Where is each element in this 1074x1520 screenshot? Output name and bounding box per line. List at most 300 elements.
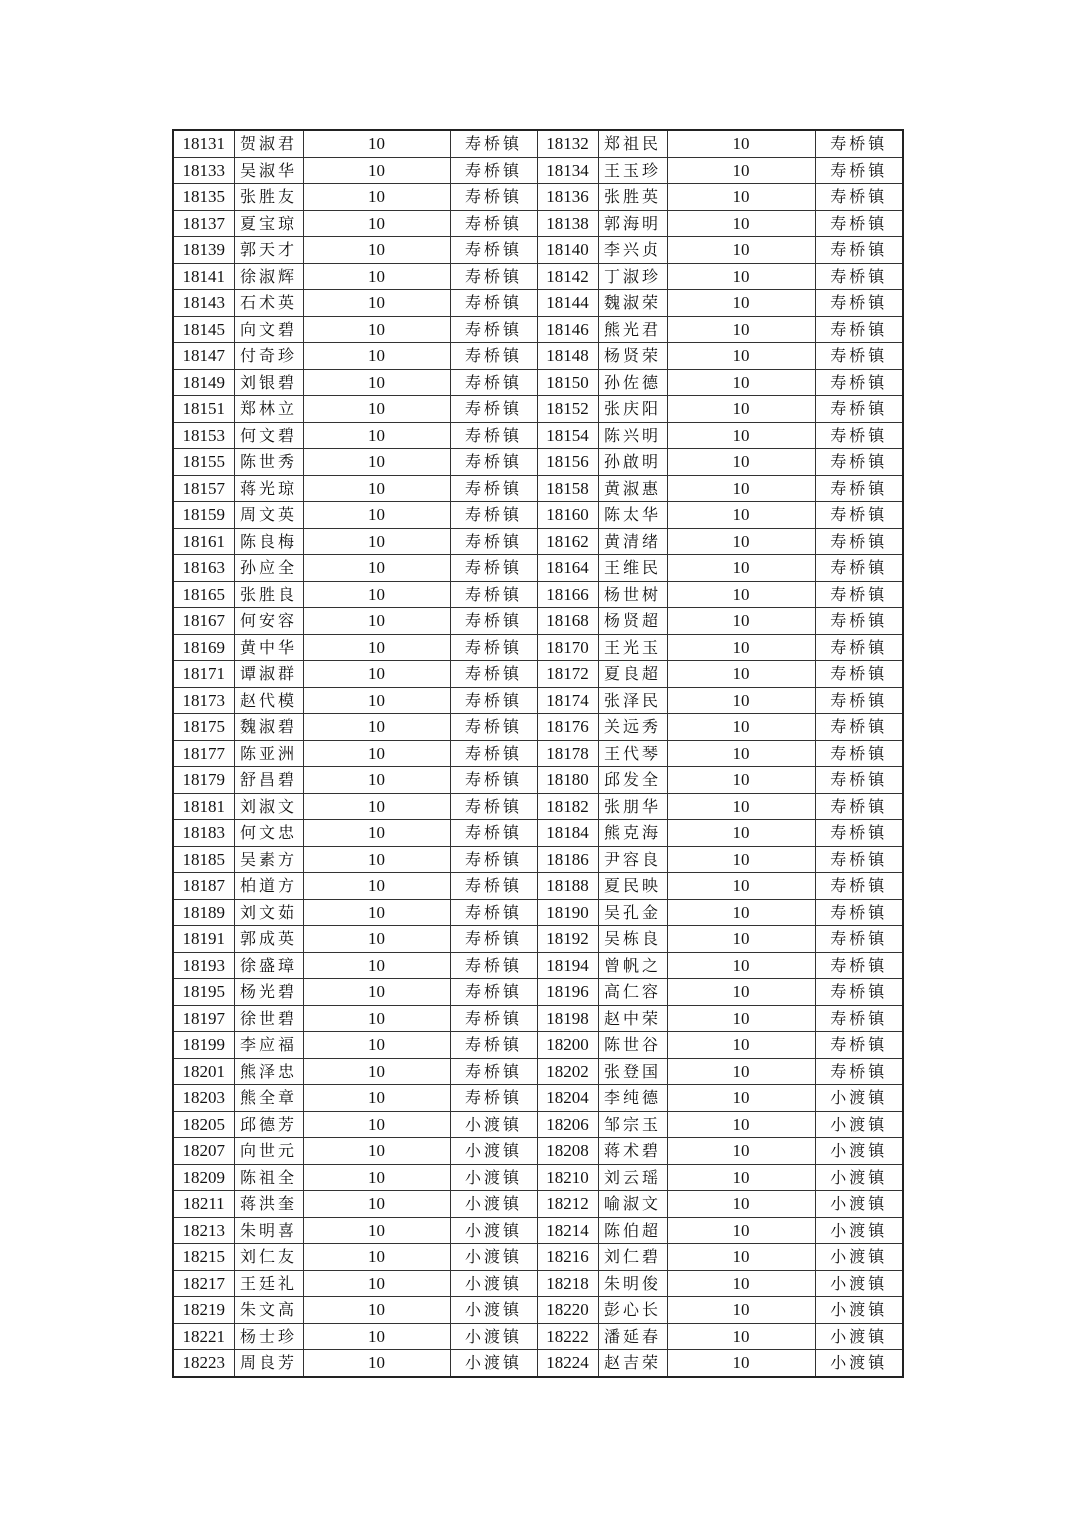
amount: 10 <box>303 634 450 661</box>
person-name: 张泽民 <box>598 687 667 714</box>
person-name: 朱明喜 <box>234 1217 303 1244</box>
town-name: 寿桥镇 <box>450 581 537 608</box>
amount: 10 <box>303 1164 450 1191</box>
person-name: 杨贤超 <box>598 608 667 635</box>
record-number: 18204 <box>537 1085 598 1112</box>
town-name: 寿桥镇 <box>450 528 537 555</box>
town-name: 小渡镇 <box>815 1164 903 1191</box>
record-number: 18163 <box>173 555 234 582</box>
amount: 10 <box>303 502 450 529</box>
table-row <box>173 820 903 847</box>
person-name: 周良芳 <box>234 1350 303 1377</box>
town-name: 寿桥镇 <box>815 952 903 979</box>
person-name: 徐盛璋 <box>234 952 303 979</box>
amount: 10 <box>667 1138 815 1165</box>
amount: 10 <box>667 210 815 237</box>
record-number: 18167 <box>173 608 234 635</box>
amount: 10 <box>667 130 815 157</box>
person-name: 李应福 <box>234 1032 303 1059</box>
record-number: 18216 <box>537 1244 598 1271</box>
amount: 10 <box>303 1191 450 1218</box>
amount: 10 <box>303 555 450 582</box>
person-name: 喻淑文 <box>598 1191 667 1218</box>
person-name: 蒋光琼 <box>234 475 303 502</box>
town-name: 寿桥镇 <box>450 1032 537 1059</box>
person-name: 熊克海 <box>598 820 667 847</box>
person-name: 郭海明 <box>598 210 667 237</box>
record-number: 18221 <box>173 1323 234 1350</box>
person-name: 赵吉荣 <box>598 1350 667 1377</box>
town-name: 寿桥镇 <box>815 767 903 794</box>
record-number: 18157 <box>173 475 234 502</box>
town-name: 寿桥镇 <box>450 343 537 370</box>
table-row <box>173 1085 903 1112</box>
table-row <box>173 1032 903 1059</box>
record-number: 18166 <box>537 581 598 608</box>
record-number: 18191 <box>173 926 234 953</box>
record-number: 18185 <box>173 846 234 873</box>
record-number: 18133 <box>173 157 234 184</box>
record-number: 18152 <box>537 396 598 423</box>
amount: 10 <box>303 1111 450 1138</box>
table-row <box>173 1323 903 1350</box>
town-name: 寿桥镇 <box>815 846 903 873</box>
person-name: 孙啟明 <box>598 449 667 476</box>
amount: 10 <box>667 634 815 661</box>
record-number: 18194 <box>537 952 598 979</box>
amount: 10 <box>667 1111 815 1138</box>
town-name: 寿桥镇 <box>450 263 537 290</box>
town-name: 小渡镇 <box>450 1350 537 1377</box>
table-row <box>173 396 903 423</box>
record-number: 18192 <box>537 926 598 953</box>
table-row <box>173 714 903 741</box>
person-name: 王玉珍 <box>598 157 667 184</box>
town-name: 寿桥镇 <box>450 157 537 184</box>
town-name: 小渡镇 <box>450 1191 537 1218</box>
record-number: 18219 <box>173 1297 234 1324</box>
amount: 10 <box>303 1138 450 1165</box>
table-row <box>173 767 903 794</box>
amount: 10 <box>667 449 815 476</box>
record-number: 18164 <box>537 555 598 582</box>
person-name: 何文碧 <box>234 422 303 449</box>
person-name: 郭成英 <box>234 926 303 953</box>
record-number: 18199 <box>173 1032 234 1059</box>
amount: 10 <box>667 343 815 370</box>
town-name: 寿桥镇 <box>450 210 537 237</box>
town-name: 寿桥镇 <box>815 714 903 741</box>
record-number: 18172 <box>537 661 598 688</box>
amount: 10 <box>667 555 815 582</box>
town-name: 寿桥镇 <box>450 130 537 157</box>
person-name: 刘云瑶 <box>598 1164 667 1191</box>
town-name: 寿桥镇 <box>450 740 537 767</box>
person-name: 潘延春 <box>598 1323 667 1350</box>
amount: 10 <box>303 316 450 343</box>
table-row <box>173 899 903 926</box>
record-number: 18174 <box>537 687 598 714</box>
town-name: 寿桥镇 <box>815 237 903 264</box>
person-name: 刘文茹 <box>234 899 303 926</box>
table-row <box>173 687 903 714</box>
amount: 10 <box>667 316 815 343</box>
amount: 10 <box>303 661 450 688</box>
record-number: 18145 <box>173 316 234 343</box>
town-name: 寿桥镇 <box>815 290 903 317</box>
record-number: 18171 <box>173 661 234 688</box>
table-row <box>173 740 903 767</box>
person-name: 陈世秀 <box>234 449 303 476</box>
record-number: 18190 <box>537 899 598 926</box>
town-name: 寿桥镇 <box>815 210 903 237</box>
amount: 10 <box>667 846 815 873</box>
record-number: 18184 <box>537 820 598 847</box>
record-number: 18179 <box>173 767 234 794</box>
amount: 10 <box>303 581 450 608</box>
amount: 10 <box>303 873 450 900</box>
person-name: 朱明俊 <box>598 1270 667 1297</box>
amount: 10 <box>667 1350 815 1377</box>
record-number: 18210 <box>537 1164 598 1191</box>
record-number: 18224 <box>537 1350 598 1377</box>
record-number: 18193 <box>173 952 234 979</box>
record-number: 18222 <box>537 1323 598 1350</box>
person-name: 陈祖全 <box>234 1164 303 1191</box>
amount: 10 <box>667 952 815 979</box>
person-name: 蒋洪奎 <box>234 1191 303 1218</box>
table-row <box>173 237 903 264</box>
record-number: 18198 <box>537 1005 598 1032</box>
person-name: 魏淑碧 <box>234 714 303 741</box>
record-number: 18131 <box>173 130 234 157</box>
record-number: 18151 <box>173 396 234 423</box>
record-number: 18165 <box>173 581 234 608</box>
table-row <box>173 316 903 343</box>
amount: 10 <box>303 157 450 184</box>
amount: 10 <box>303 820 450 847</box>
record-number: 18148 <box>537 343 598 370</box>
amount: 10 <box>667 899 815 926</box>
town-name: 寿桥镇 <box>450 873 537 900</box>
person-name: 邱德芳 <box>234 1111 303 1138</box>
town-name: 寿桥镇 <box>815 502 903 529</box>
person-name: 徐世碧 <box>234 1005 303 1032</box>
person-name: 夏民映 <box>598 873 667 900</box>
amount: 10 <box>303 1323 450 1350</box>
amount: 10 <box>303 528 450 555</box>
amount: 10 <box>667 290 815 317</box>
record-number: 18201 <box>173 1058 234 1085</box>
amount: 10 <box>667 1085 815 1112</box>
town-name: 寿桥镇 <box>450 820 537 847</box>
person-name: 张朋华 <box>598 793 667 820</box>
person-name: 熊光君 <box>598 316 667 343</box>
table-row <box>173 661 903 688</box>
amount: 10 <box>667 1217 815 1244</box>
amount: 10 <box>667 475 815 502</box>
person-name: 何文忠 <box>234 820 303 847</box>
town-name: 寿桥镇 <box>450 184 537 211</box>
record-number: 18200 <box>537 1032 598 1059</box>
record-number: 18161 <box>173 528 234 555</box>
record-number: 18146 <box>537 316 598 343</box>
person-name: 陈良梅 <box>234 528 303 555</box>
amount: 10 <box>667 1323 815 1350</box>
town-name: 寿桥镇 <box>450 661 537 688</box>
table-row <box>173 1111 903 1138</box>
table-row <box>173 369 903 396</box>
table-row <box>173 555 903 582</box>
person-name: 陈太华 <box>598 502 667 529</box>
record-number: 18209 <box>173 1164 234 1191</box>
town-name: 寿桥镇 <box>815 369 903 396</box>
person-name: 付奇珍 <box>234 343 303 370</box>
amount: 10 <box>667 661 815 688</box>
table-row <box>173 1350 903 1377</box>
town-name: 寿桥镇 <box>450 899 537 926</box>
table-row <box>173 952 903 979</box>
table-row <box>173 1191 903 1218</box>
amount: 10 <box>667 1005 815 1032</box>
person-name: 赵代模 <box>234 687 303 714</box>
amount: 10 <box>667 396 815 423</box>
person-name: 向世元 <box>234 1138 303 1165</box>
town-name: 寿桥镇 <box>815 581 903 608</box>
record-number: 18132 <box>537 130 598 157</box>
amount: 10 <box>303 290 450 317</box>
town-name: 寿桥镇 <box>450 687 537 714</box>
table-row <box>173 475 903 502</box>
person-name: 孙佐德 <box>598 369 667 396</box>
town-name: 小渡镇 <box>815 1217 903 1244</box>
record-number: 18214 <box>537 1217 598 1244</box>
person-name: 王代琴 <box>598 740 667 767</box>
person-name: 郑祖民 <box>598 130 667 157</box>
person-name: 向文碧 <box>234 316 303 343</box>
table-row <box>173 1005 903 1032</box>
town-name: 寿桥镇 <box>450 237 537 264</box>
amount: 10 <box>667 926 815 953</box>
person-name: 吴素方 <box>234 846 303 873</box>
table-row <box>173 581 903 608</box>
record-number: 18155 <box>173 449 234 476</box>
amount: 10 <box>303 1217 450 1244</box>
record-number: 18202 <box>537 1058 598 1085</box>
person-name: 朱文高 <box>234 1297 303 1324</box>
town-name: 寿桥镇 <box>815 555 903 582</box>
record-table <box>172 129 904 1378</box>
amount: 10 <box>667 1244 815 1271</box>
amount: 10 <box>303 449 450 476</box>
town-name: 小渡镇 <box>450 1164 537 1191</box>
person-name: 刘仁碧 <box>598 1244 667 1271</box>
town-name: 寿桥镇 <box>815 899 903 926</box>
town-name: 寿桥镇 <box>815 343 903 370</box>
amount: 10 <box>303 1058 450 1085</box>
person-name: 陈亚洲 <box>234 740 303 767</box>
town-name: 小渡镇 <box>450 1270 537 1297</box>
amount: 10 <box>667 1032 815 1059</box>
town-name: 寿桥镇 <box>815 1032 903 1059</box>
town-name: 寿桥镇 <box>815 528 903 555</box>
amount: 10 <box>303 184 450 211</box>
amount: 10 <box>303 952 450 979</box>
town-name: 寿桥镇 <box>815 873 903 900</box>
table-row <box>173 1297 903 1324</box>
person-name: 高仁容 <box>598 979 667 1006</box>
record-number: 18178 <box>537 740 598 767</box>
table-row <box>173 502 903 529</box>
record-number: 18206 <box>537 1111 598 1138</box>
table-row <box>173 343 903 370</box>
amount: 10 <box>303 1085 450 1112</box>
record-number: 18186 <box>537 846 598 873</box>
person-name: 刘淑文 <box>234 793 303 820</box>
person-name: 陈兴明 <box>598 422 667 449</box>
person-name: 黄淑惠 <box>598 475 667 502</box>
person-name: 刘仁友 <box>234 1244 303 1271</box>
amount: 10 <box>667 1191 815 1218</box>
person-name: 杨光碧 <box>234 979 303 1006</box>
record-number: 18173 <box>173 687 234 714</box>
record-number: 18136 <box>537 184 598 211</box>
town-name: 寿桥镇 <box>815 422 903 449</box>
table-row <box>173 979 903 1006</box>
amount: 10 <box>667 157 815 184</box>
amount: 10 <box>303 210 450 237</box>
amount: 10 <box>667 237 815 264</box>
person-name: 舒昌碧 <box>234 767 303 794</box>
person-name: 邹宗玉 <box>598 1111 667 1138</box>
record-number: 18137 <box>173 210 234 237</box>
amount: 10 <box>303 846 450 873</box>
town-name: 寿桥镇 <box>815 608 903 635</box>
person-name: 张胜良 <box>234 581 303 608</box>
amount: 10 <box>667 502 815 529</box>
record-number: 18138 <box>537 210 598 237</box>
town-name: 寿桥镇 <box>815 130 903 157</box>
person-name: 黄清绪 <box>598 528 667 555</box>
record-number: 18187 <box>173 873 234 900</box>
record-number: 18141 <box>173 263 234 290</box>
town-name: 寿桥镇 <box>450 979 537 1006</box>
town-name: 寿桥镇 <box>450 316 537 343</box>
record-number: 18197 <box>173 1005 234 1032</box>
table-row <box>173 1270 903 1297</box>
record-number: 18154 <box>537 422 598 449</box>
amount: 10 <box>667 608 815 635</box>
record-number: 18220 <box>537 1297 598 1324</box>
record-number: 18159 <box>173 502 234 529</box>
person-name: 柏道方 <box>234 873 303 900</box>
table-row <box>173 449 903 476</box>
town-name: 寿桥镇 <box>450 502 537 529</box>
table-row <box>173 1138 903 1165</box>
person-name: 蒋术碧 <box>598 1138 667 1165</box>
person-name: 魏淑荣 <box>598 290 667 317</box>
town-name: 寿桥镇 <box>815 1005 903 1032</box>
town-name: 小渡镇 <box>450 1138 537 1165</box>
record-number: 18195 <box>173 979 234 1006</box>
person-name: 杨世树 <box>598 581 667 608</box>
town-name: 寿桥镇 <box>450 767 537 794</box>
record-number: 18150 <box>537 369 598 396</box>
town-name: 寿桥镇 <box>815 793 903 820</box>
town-name: 小渡镇 <box>450 1217 537 1244</box>
town-name: 小渡镇 <box>815 1350 903 1377</box>
amount: 10 <box>667 820 815 847</box>
record-number: 18144 <box>537 290 598 317</box>
town-name: 寿桥镇 <box>450 1005 537 1032</box>
amount: 10 <box>303 396 450 423</box>
town-name: 寿桥镇 <box>815 263 903 290</box>
amount: 10 <box>303 422 450 449</box>
amount: 10 <box>667 687 815 714</box>
amount: 10 <box>667 422 815 449</box>
town-name: 小渡镇 <box>815 1323 903 1350</box>
amount: 10 <box>303 1005 450 1032</box>
person-name: 徐淑辉 <box>234 263 303 290</box>
town-name: 寿桥镇 <box>450 634 537 661</box>
person-name: 孙应全 <box>234 555 303 582</box>
record-number: 18218 <box>537 1270 598 1297</box>
person-name: 吴淑华 <box>234 157 303 184</box>
person-name: 贺淑君 <box>234 130 303 157</box>
table-row <box>173 130 903 157</box>
record-number: 18139 <box>173 237 234 264</box>
record-number: 18188 <box>537 873 598 900</box>
town-name: 寿桥镇 <box>450 793 537 820</box>
person-name: 杨贤荣 <box>598 343 667 370</box>
person-name: 丁淑珍 <box>598 263 667 290</box>
record-number: 18205 <box>173 1111 234 1138</box>
person-name: 周文英 <box>234 502 303 529</box>
record-number: 18180 <box>537 767 598 794</box>
town-name: 寿桥镇 <box>815 634 903 661</box>
town-name: 寿桥镇 <box>450 290 537 317</box>
table-row <box>173 873 903 900</box>
record-number: 18182 <box>537 793 598 820</box>
record-number: 18143 <box>173 290 234 317</box>
person-name: 张胜英 <box>598 184 667 211</box>
amount: 10 <box>303 343 450 370</box>
table-row <box>173 1058 903 1085</box>
record-number: 18142 <box>537 263 598 290</box>
person-name: 赵中荣 <box>598 1005 667 1032</box>
table-row <box>173 926 903 953</box>
record-number: 18212 <box>537 1191 598 1218</box>
amount: 10 <box>667 767 815 794</box>
record-number: 18162 <box>537 528 598 555</box>
town-name: 寿桥镇 <box>450 369 537 396</box>
table-row <box>173 846 903 873</box>
town-name: 寿桥镇 <box>815 687 903 714</box>
record-number: 18175 <box>173 714 234 741</box>
person-name: 彭心长 <box>598 1297 667 1324</box>
town-name: 小渡镇 <box>815 1138 903 1165</box>
table-row <box>173 608 903 635</box>
amount: 10 <box>303 1032 450 1059</box>
person-name: 张胜友 <box>234 184 303 211</box>
amount: 10 <box>667 714 815 741</box>
amount: 10 <box>303 1270 450 1297</box>
town-name: 寿桥镇 <box>815 184 903 211</box>
person-name: 关远秀 <box>598 714 667 741</box>
town-name: 寿桥镇 <box>450 714 537 741</box>
record-number: 18168 <box>537 608 598 635</box>
table-row <box>173 184 903 211</box>
